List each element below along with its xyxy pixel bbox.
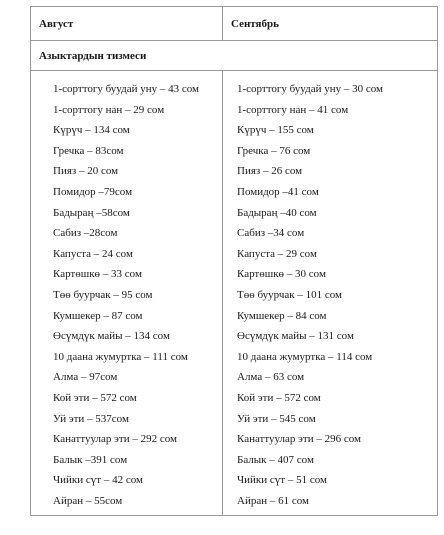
september-price-item: Пияз – 26 сом: [237, 165, 303, 178]
september-price-item: Кумшекер – 84 сом: [237, 309, 327, 322]
september-price-item: Гречка – 76 сом: [237, 144, 311, 157]
september-price-item: Картөшкө – 30 сом: [237, 268, 326, 281]
price-comparison-table: [30, 6, 438, 516]
september-price-item: Алма – 63 сом: [237, 371, 305, 384]
september-price-item: Капуста – 29 сом: [237, 247, 317, 260]
august-price-item: Помидор –79сом: [53, 185, 133, 198]
september-price-item: Балык – 407 сом: [237, 453, 314, 466]
september-price-item: Бадыраң –40 сом: [237, 206, 317, 219]
august-price-item: Чийки сүт – 42 сом: [53, 474, 143, 487]
august-price-item: 1-сорттогу нан – 29 сом: [53, 103, 165, 116]
august-price-item: Гречка – 83сом: [53, 144, 124, 157]
august-price-item: Уй эти – 537сом: [53, 412, 129, 425]
september-price-list: [223, 79, 437, 511]
september-price-item: Уй эти – 545 сом: [237, 412, 316, 425]
august-price-item: Капуста – 24 сом: [53, 247, 133, 260]
august-price-item: Алма – 97сом: [53, 371, 118, 384]
section-title: Азыктардын тизмеси: [31, 41, 438, 71]
september-price-item: Айран – 61 сом: [237, 494, 309, 507]
august-price-item: Канаттуулар эти – 292 сом: [53, 433, 177, 446]
august-price-item: Балык –391 сом: [53, 453, 128, 466]
header-august: Август: [31, 7, 223, 41]
section-row: [31, 41, 438, 71]
august-price-item: Картөшкө – 33 сом: [53, 268, 142, 281]
september-price-item: Өсүмдүк майы – 131 сом: [237, 330, 354, 343]
september-price-item: Күрүч – 155 сом: [237, 124, 314, 137]
august-price-item: Өсүмдүк майы – 134 сом: [53, 330, 170, 343]
august-price-item: 10 даана жумуртка – 111 сом: [53, 350, 188, 363]
august-price-item: Күрүч – 134 сом: [53, 124, 130, 137]
september-price-item: Помидор –41 сом: [237, 185, 319, 198]
september-price-item: Канаттуулар эти – 296 сом: [237, 433, 361, 446]
august-price-item: Кой эти – 572 сом: [53, 391, 137, 404]
september-price-item: Кой эти – 572 сом: [237, 391, 321, 404]
august-price-item: 1-сорттогу буудай уну – 43 сом: [53, 83, 200, 95]
august-price-item: Пияз – 20 сом: [53, 165, 119, 178]
september-price-item: Чийки сүт – 51 сом: [237, 474, 327, 487]
august-price-item: Бадыраң –58сом: [53, 206, 130, 219]
september-price-item: 1-сорттогу нан – 41 сом: [237, 103, 349, 116]
august-price-item: Төө буурчак – 95 сом: [53, 288, 153, 301]
august-price-item: Кумшекер – 87 сом: [53, 309, 143, 322]
september-price-item: Сабиз –34 сом: [237, 227, 305, 240]
september-price-item: Төө буурчак – 101 сом: [237, 288, 343, 301]
september-price-item: 1-сорттогу буудай уну – 30 сом: [237, 83, 384, 95]
august-price-list: [31, 79, 222, 511]
header-september: Сентябрь: [223, 7, 438, 41]
august-price-item: Айран – 55сом: [53, 494, 123, 507]
header-row: [31, 7, 438, 41]
september-column: [223, 71, 438, 516]
august-price-item: Сабиз –28сом: [53, 227, 118, 240]
august-column: [31, 71, 223, 516]
items-row: [31, 71, 438, 516]
september-price-item: 10 даана жумуртка – 114 сом: [237, 350, 373, 363]
